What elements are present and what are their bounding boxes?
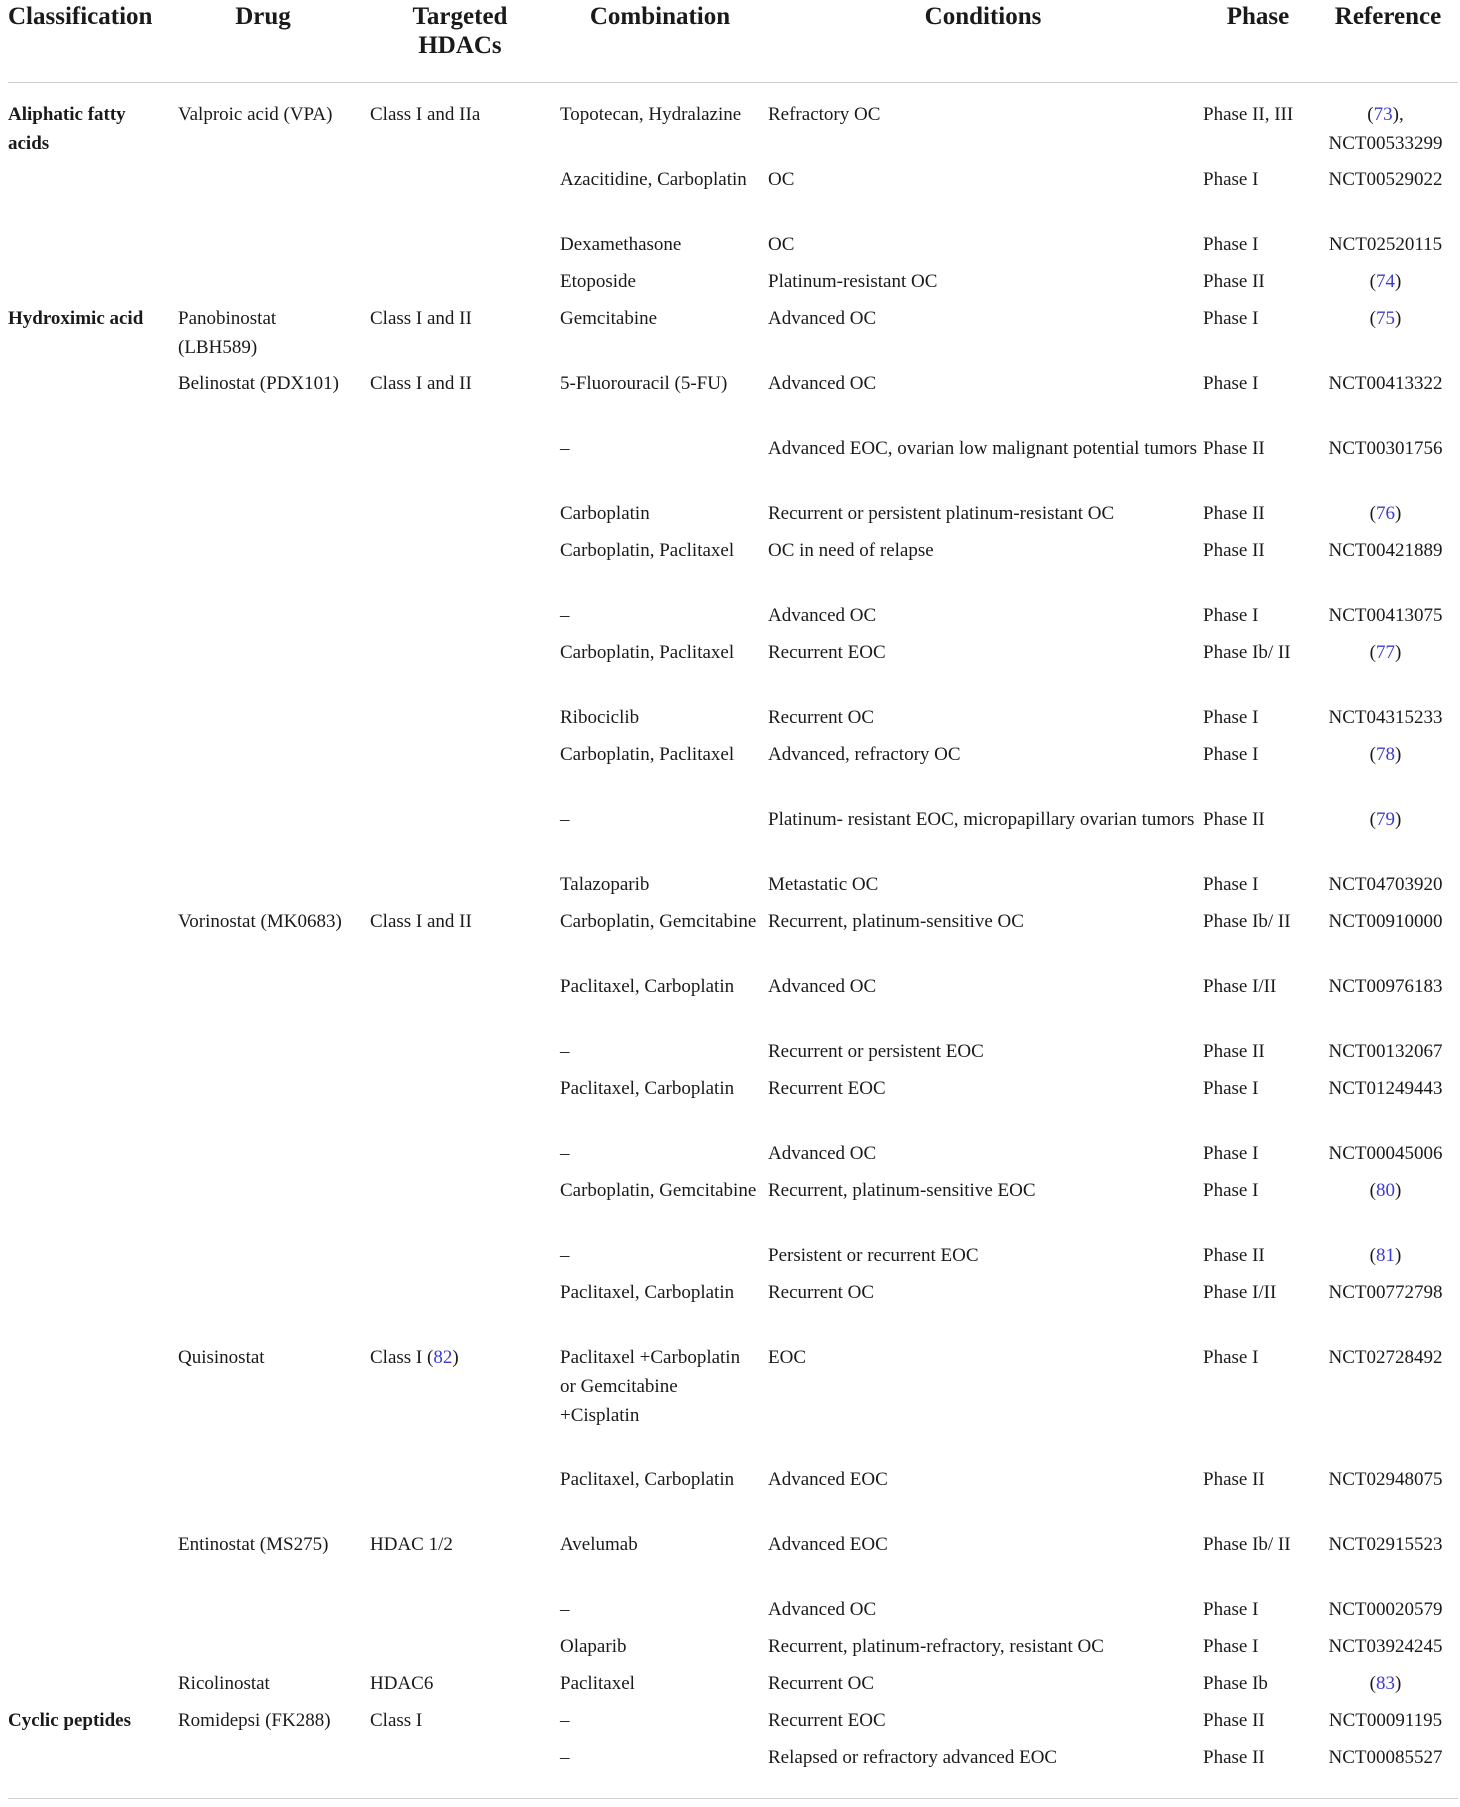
cell-conditions: Relapsed or refractory advanced EOC — [768, 1747, 1058, 1768]
cell-phase: Phase I/II — [1203, 1282, 1277, 1303]
cell-conditions: Platinum-resistant OC — [768, 271, 938, 292]
reference-id: NCT00976183 — [1328, 976, 1443, 997]
cell-targeted-hdacs — [370, 304, 555, 333]
header-combination: Combination — [589, 3, 731, 30]
header-targeted-line2: HDACs — [418, 32, 502, 59]
cell-combination: Olaparib — [560, 1636, 627, 1657]
cell-reference — [1313, 972, 1458, 1001]
cell-combination: – — [560, 1143, 570, 1164]
reference-id: NCT00091195 — [1328, 1710, 1443, 1731]
cell-combination: Gemcitabine — [560, 308, 658, 329]
cell-drug: Quisinostat — [178, 1347, 265, 1368]
cell-conditions: OC — [768, 169, 795, 190]
cell-classification: Hydroximic acid — [8, 308, 144, 329]
cell-conditions: Recurrent OC — [768, 1673, 875, 1694]
cell-phase: Phase II — [1203, 1710, 1265, 1731]
cell-reference: (79) — [1369, 809, 1402, 830]
cell-combination: Azacitidine, Carboplatin — [560, 169, 747, 190]
table-row — [8, 638, 1458, 703]
table-row — [8, 434, 1458, 499]
citation-link[interactable]: 81 — [1376, 1245, 1395, 1266]
cell-reference — [1313, 1743, 1458, 1772]
reference-id: NCT02915523 — [1328, 1534, 1443, 1555]
cell-conditions: Persistent or recurrent EOC — [768, 1245, 979, 1266]
cell-phase: Phase I — [1203, 1078, 1259, 1099]
table-row — [8, 805, 1458, 870]
cell-reference — [1313, 1343, 1458, 1372]
header-drug: Drug — [235, 3, 291, 30]
cell-conditions: Advanced OC — [768, 976, 877, 997]
cell-conditions: EOC — [768, 1347, 806, 1368]
table-row — [8, 267, 1458, 304]
cell-reference — [1313, 369, 1458, 398]
reference-id: NCT00529022 — [1328, 169, 1443, 190]
table-row — [8, 1530, 1458, 1595]
table-body — [8, 100, 1458, 1780]
table-row — [8, 870, 1458, 907]
cell-targeted-hdacs — [370, 1706, 555, 1735]
cell-targeted-hdacs — [370, 907, 555, 936]
cell-combination: Paclitaxel +Carboplatin or Gemcitabine +Cisplatin — [560, 1347, 741, 1426]
table-row — [8, 1176, 1458, 1241]
cell-combination: Carboplatin, Gemcitabine — [560, 911, 757, 932]
cell-conditions: Recurrent, platinum-sensitive EOC — [768, 1180, 1036, 1201]
reference-id: NCT00910000 — [1328, 911, 1443, 932]
cell-reference — [1313, 1139, 1458, 1168]
cell-phase: Phase I — [1203, 1347, 1259, 1368]
cell-phase: Phase I — [1203, 308, 1259, 329]
cell-drug: Belinostat (PDX101) — [178, 373, 339, 394]
table-row — [8, 165, 1458, 230]
cell-combination: Talazoparib — [560, 874, 650, 895]
cell-targeted-hdacs — [370, 1669, 555, 1698]
cell-reference: (78) — [1369, 744, 1402, 765]
cell-conditions: Advanced EOC — [768, 1469, 888, 1490]
table-row — [8, 369, 1458, 434]
cell-phase: Phase I — [1203, 874, 1259, 895]
cell-combination: Paclitaxel, Carboplatin — [560, 1078, 735, 1099]
table-row — [8, 1343, 1458, 1465]
targeted-text: HDAC6 — [370, 1673, 434, 1694]
citation-link[interactable]: 74 — [1376, 271, 1395, 292]
cell-conditions: Advanced OC — [768, 373, 877, 394]
cell-conditions: Advanced, refractory OC — [768, 744, 961, 765]
cell-conditions: OC in need of relapse — [768, 540, 934, 561]
cell-combination: – — [560, 605, 570, 626]
cell-conditions: Recurrent or persistent platinum-resistant OC — [768, 503, 1115, 524]
cell-reference: (80) — [1369, 1180, 1402, 1201]
cell-phase: Phase II, III — [1203, 104, 1294, 125]
cell-phase: Phase II — [1203, 503, 1265, 524]
reference-id: NCT03924245 — [1328, 1636, 1443, 1657]
reference-id: NCT02728492 — [1328, 1347, 1443, 1368]
cell-combination: Dexamethasone — [560, 234, 682, 255]
cell-classification: Cyclic peptides — [8, 1710, 131, 1731]
reference-id: NCT01249443 — [1328, 1078, 1443, 1099]
cell-conditions: Advanced OC — [768, 1143, 877, 1164]
cell-combination: Carboplatin, Paclitaxel — [560, 642, 735, 663]
citation-link[interactable]: 75 — [1376, 308, 1395, 329]
cell-phase: Phase II — [1203, 271, 1265, 292]
cell-phase: Phase II — [1203, 809, 1265, 830]
targeted-text: Class I and II — [370, 373, 472, 394]
table-row — [8, 1465, 1458, 1530]
header-classification: Classification — [8, 3, 153, 30]
reference-id: NCT00413075 — [1328, 605, 1443, 626]
cell-combination: Carboplatin — [560, 503, 650, 524]
cell-conditions: Advanced OC — [768, 605, 877, 626]
cell-reference — [1313, 1706, 1458, 1735]
targeted-text: Class I and IIa — [370, 104, 481, 125]
cell-phase: Phase I — [1203, 1143, 1259, 1164]
table-row — [8, 1139, 1458, 1176]
cell-combination: – — [560, 809, 570, 830]
table-row — [8, 230, 1458, 267]
reference-id: NCT00301756 — [1328, 438, 1443, 459]
cell-conditions: OC — [768, 234, 795, 255]
table-row — [8, 703, 1458, 740]
cell-reference — [1313, 1530, 1458, 1559]
cell-reference: (74) — [1369, 271, 1402, 292]
cell-combination: Avelumab — [560, 1534, 638, 1555]
reference-id: NCT00020579 — [1328, 1599, 1443, 1620]
table-row — [8, 1706, 1458, 1743]
cell-reference — [1313, 165, 1458, 194]
cell-conditions: Recurrent, platinum-refractory, resistant OC — [768, 1636, 1104, 1657]
cell-phase: Phase II — [1203, 1747, 1265, 1768]
cell-conditions: Recurrent EOC — [768, 1710, 886, 1731]
header-targeted-line1: Targeted — [412, 3, 508, 30]
cell-targeted-hdacs — [370, 1530, 555, 1559]
cell-drug: Entinostat (MS275) — [178, 1534, 329, 1555]
cell-reference — [1313, 434, 1458, 463]
citation-link[interactable]: 78 — [1376, 744, 1395, 765]
cell-reference — [1313, 1595, 1458, 1624]
cell-drug: Valproic acid (VPA) — [178, 104, 333, 125]
reference-id: NCT04703920 — [1328, 874, 1443, 895]
cell-combination: 5-Fluorouracil (5-FU) — [560, 373, 728, 394]
cell-conditions: Recurrent EOC — [768, 1078, 886, 1099]
cell-drug: Vorinostat (MK0683) — [178, 911, 342, 932]
cell-reference: (76) — [1369, 503, 1402, 524]
cell-combination: – — [560, 1747, 570, 1768]
header-reference: Reference — [1334, 3, 1442, 30]
cell-conditions: Advanced EOC — [768, 1534, 888, 1555]
table-row — [8, 907, 1458, 972]
table-row — [8, 1595, 1458, 1632]
reference-id: NCT00772798 — [1328, 1282, 1443, 1303]
targeted-text: Class I — [370, 1347, 423, 1368]
cell-reference — [1313, 601, 1458, 630]
cell-reference — [1313, 1074, 1458, 1103]
cell-conditions: Recurrent or persistent EOC — [768, 1041, 984, 1062]
table-row — [8, 1037, 1458, 1074]
table-row — [8, 1743, 1458, 1780]
cell-phase: Phase I — [1203, 373, 1259, 394]
cell-phase: Phase II — [1203, 438, 1265, 459]
reference-id: NCT02948075 — [1328, 1469, 1443, 1490]
cell-phase: Phase I — [1203, 707, 1259, 728]
cell-reference — [1313, 907, 1458, 936]
cell-reference — [1313, 703, 1458, 732]
table-row — [8, 1074, 1458, 1139]
cell-reference: (73), NCT00533299 — [1328, 104, 1443, 154]
cell-phase: Phase I — [1203, 1636, 1259, 1657]
targeted-text: Class I — [370, 1710, 423, 1731]
table-row — [8, 1632, 1458, 1669]
cell-phase: Phase II — [1203, 540, 1265, 561]
cell-combination: – — [560, 1245, 570, 1266]
reference-id: NCT04315233 — [1328, 707, 1443, 728]
cell-combination: Ribociclib — [560, 707, 640, 728]
table-row — [8, 740, 1458, 805]
cell-reference — [1313, 1632, 1458, 1661]
cell-conditions: Advanced OC — [768, 308, 877, 329]
cell-phase: Phase II — [1203, 1469, 1265, 1490]
cell-reference: (75) — [1369, 308, 1402, 329]
cell-conditions: Refractory OC — [768, 104, 881, 125]
cell-combination: Topotecan, Hydralazine — [560, 104, 742, 125]
cell-phase: Phase Ib — [1203, 1673, 1268, 1694]
cell-combination: – — [560, 1041, 570, 1062]
cell-targeted-hdacs: Class I (82) — [370, 1347, 459, 1368]
cell-combination: Carboplatin, Paclitaxel — [560, 540, 735, 561]
cell-reference — [1313, 1465, 1458, 1494]
table-bottom-rule — [8, 1798, 1458, 1799]
cell-phase: Phase I — [1203, 234, 1259, 255]
targeted-text: HDAC 1/2 — [370, 1534, 453, 1555]
cell-phase: Phase II — [1203, 1041, 1265, 1062]
cell-reference — [1313, 1278, 1458, 1307]
cell-conditions: Recurrent OC — [768, 707, 875, 728]
cell-phase: Phase Ib/ II — [1203, 1534, 1291, 1555]
cell-targeted-hdacs — [370, 100, 555, 129]
cell-combination: – — [560, 1710, 570, 1731]
citation-link[interactable]: 80 — [1376, 1180, 1395, 1201]
cell-conditions: Advanced OC — [768, 1599, 877, 1620]
cell-drug: Panobinostat (LBH589) — [178, 308, 277, 358]
cell-combination: Paclitaxel — [560, 1673, 635, 1694]
table-row — [8, 972, 1458, 1037]
citation-link[interactable]: 79 — [1376, 809, 1395, 830]
targeted-text: Class I and II — [370, 911, 472, 932]
cell-combination: Paclitaxel, Carboplatin — [560, 1282, 735, 1303]
cell-classification: Aliphatic fatty acids — [8, 104, 126, 154]
reference-id: NCT00421889 — [1328, 540, 1443, 561]
table-row — [8, 601, 1458, 638]
cell-reference — [1313, 1037, 1458, 1066]
citation-link[interactable]: 76 — [1376, 503, 1395, 524]
citation-link[interactable]: 83 — [1376, 1673, 1395, 1694]
cell-conditions: Metastatic OC — [768, 874, 879, 895]
header-conditions: Conditions — [924, 3, 1042, 30]
cell-reference — [1313, 536, 1458, 565]
reference-id: NCT00132067 — [1328, 1041, 1443, 1062]
citation-link[interactable]: 77 — [1376, 642, 1395, 663]
reference-id: NCT00045006 — [1328, 1143, 1443, 1164]
cell-reference — [1313, 870, 1458, 899]
citation-link[interactable]: 73 — [1373, 104, 1393, 125]
cell-combination: Paclitaxel, Carboplatin — [560, 976, 735, 997]
cell-combination: Carboplatin, Gemcitabine — [560, 1180, 757, 1201]
cell-conditions: Platinum- resistant EOC, micropapillary ovarian tumors — [768, 809, 1195, 830]
table-row — [8, 536, 1458, 601]
citation-link[interactable]: 82 — [433, 1347, 453, 1368]
cell-conditions: Recurrent OC — [768, 1282, 875, 1303]
cell-reference: (77) — [1369, 642, 1402, 663]
cell-phase: Phase I — [1203, 1599, 1259, 1620]
cell-phase: Phase I — [1203, 605, 1259, 626]
cell-reference: (83) — [1369, 1673, 1402, 1694]
cell-combination: – — [560, 438, 570, 459]
cell-targeted-hdacs — [370, 369, 555, 398]
targeted-text: Class I and II — [370, 308, 472, 329]
cell-phase: Phase Ib/ II — [1203, 642, 1291, 663]
cell-conditions: Recurrent EOC — [768, 642, 886, 663]
cell-drug: Romidepsi (FK288) — [178, 1710, 331, 1731]
header-phase: Phase — [1226, 3, 1290, 30]
cell-drug: Ricolinostat — [178, 1673, 270, 1694]
reference-id: NCT00413322 — [1328, 373, 1443, 394]
cell-phase: Phase II — [1203, 1245, 1265, 1266]
header-targeted-hdacs — [370, 2, 550, 60]
table-row — [8, 100, 1458, 165]
table-row — [8, 1669, 1458, 1706]
cell-phase: Phase Ib/ II — [1203, 911, 1291, 932]
cell-combination: – — [560, 1599, 570, 1620]
cell-phase: Phase I/II — [1203, 976, 1277, 997]
cell-conditions: Advanced EOC, ovarian low malignant potential tumors — [768, 438, 1197, 459]
table-row — [8, 304, 1458, 369]
table-row — [8, 1278, 1458, 1343]
reference-id: NCT00085527 — [1328, 1747, 1443, 1768]
reference-id: NCT00533299 — [1328, 133, 1443, 154]
table-row — [8, 499, 1458, 536]
hdac-inhibitor-table — [8, 0, 1458, 1780]
cell-conditions: Recurrent, platinum-sensitive OC — [768, 911, 1024, 932]
cell-reference — [1313, 230, 1458, 259]
cell-combination: Carboplatin, Paclitaxel — [560, 744, 735, 765]
cell-phase: Phase I — [1203, 744, 1259, 765]
cell-combination: Paclitaxel, Carboplatin — [560, 1469, 735, 1490]
cell-phase: Phase I — [1203, 1180, 1259, 1201]
reference-id: NCT02520115 — [1328, 234, 1443, 255]
table-header — [8, 0, 1458, 83]
cell-reference: (81) — [1369, 1245, 1402, 1266]
cell-combination: Etoposide — [560, 271, 636, 292]
table-row — [8, 1241, 1458, 1278]
cell-phase: Phase I — [1203, 169, 1259, 190]
